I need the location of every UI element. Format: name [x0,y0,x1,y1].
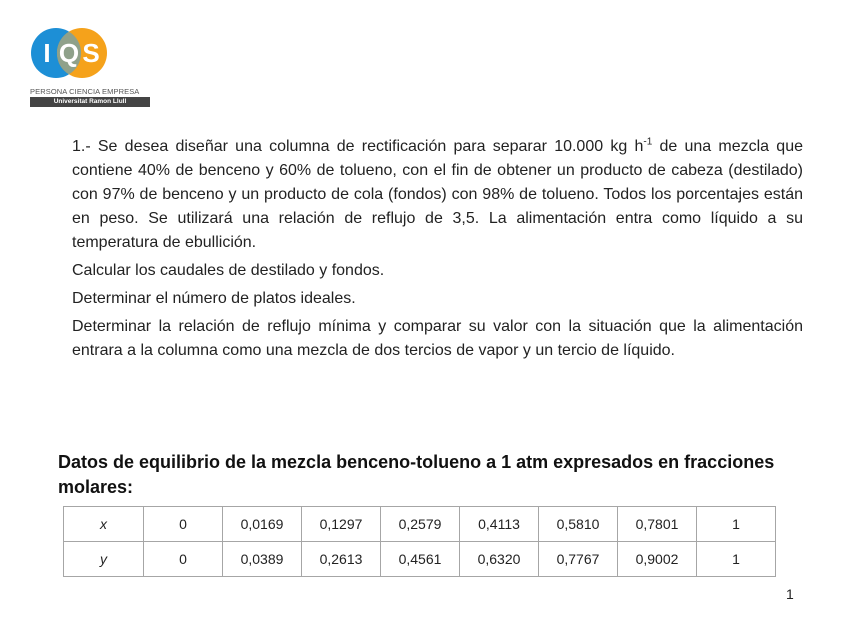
problem-paragraph-2: Calcular los caudales de destilado y fondos. [72,262,385,279]
row-label-y: y [64,542,144,577]
logo-letter-i: I [43,38,51,68]
table-row-x [64,507,776,542]
table-cell: 0,5810 [539,507,618,542]
table-cell: 0,7801 [618,507,697,542]
problem-paragraph-1: 1.- Se desea diseñar una columna de rectificación para separar 10.000 kg $h^{-1}$ de una mezcla que contiene 40% de benceno y 60% de tolueno, con el fin de obtener un producto de cabeza (destilado) con 97% de benceno y un producto de cola (fondos) con 98% de tolueno. Todos los porcentajes están en peso. Se utilizará una relación de reflujo de 3,5. La alimentación entra como líquido a su temperatura de ebullición. [72,136,803,251]
table-cell: 1 [697,507,776,542]
logo-letter-s: S [82,38,100,68]
table-cell: 0,0389 [223,542,302,577]
table-cell: 0,6320 [460,542,539,577]
iqs-logo-circles [30,27,110,83]
problem-paragraph-3: Determinar el número de platos ideales. [72,290,356,307]
problem-paragraph-4: Determinar la relación de reflujo mínima y comparar su valor con la situación que la alimentación entrara a la columna como una mezcla de dos tercios de vapor y un tercio de líquido. [72,318,803,359]
table-cell: 0 [144,507,223,542]
equilibrium-table [63,506,776,577]
table-cell: 0,9002 [618,542,697,577]
table-cell: 0 [144,542,223,577]
table-cell: 0,2613 [302,542,381,577]
table-cell: 1 [697,542,776,577]
table-cell: 0,2579 [381,507,460,542]
table-title: Datos de equilibrio de la mezcla benceno-tolueno a 1 atm expresados en fracciones molares: [58,452,775,497]
iqs-logo [30,27,152,111]
table-cell: 0,0169 [223,507,302,542]
table-cell: 0,1297 [302,507,381,542]
table-row-y [64,542,776,577]
logo-tagline: PERSONA CIENCIA EMPRESA [30,87,140,96]
problem-statement [72,135,803,367]
unit-exponent: -1 [643,136,653,148]
table-cell: 0,4561 [381,542,460,577]
page-number: 1 [786,586,794,602]
table-cell: 0,7767 [539,542,618,577]
logo-letter-q: Q [58,38,80,68]
logo-university: Universitat Ramon Llull [30,97,150,107]
row-label-x: x [64,507,144,542]
table-cell: 0,4113 [460,507,539,542]
